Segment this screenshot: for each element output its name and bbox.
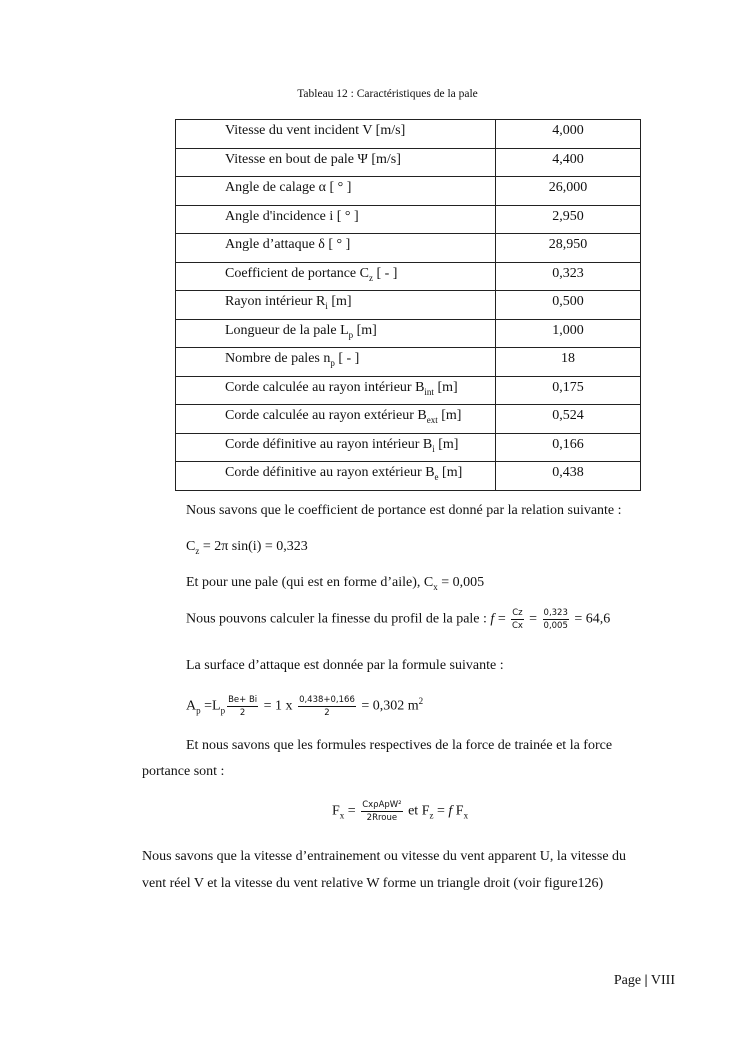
row-value: 0,166 [496, 433, 641, 462]
paragraph-attack-surface: La surface d’attaque est donnée par la formule suivante : [186, 658, 504, 673]
row-value: 4,000 [496, 120, 641, 149]
fraction-drag-force: $\frac{\text{CxρApW²}}{\text{2Rroue}}$ [362, 800, 402, 823]
table-row [176, 262, 641, 291]
row-value: 4,400 [496, 148, 641, 177]
row-label: Angle d'incidence i [ ° ] [176, 205, 496, 234]
table-row [176, 205, 641, 234]
row-label: Corde calculée au rayon extérieur $B_{ext}$ [m] [176, 405, 496, 434]
table-row [176, 291, 641, 320]
row-value: 28,950 [496, 234, 641, 263]
paragraph-triangle-line2: vent réel V et la vitesse du vent relative W forme un triangle droit (voir figure126) [142, 876, 604, 891]
table-row [176, 177, 641, 206]
paragraph-lift-coefficient: Nous savons que le coefficient de portance est donné par la relation suivante : [186, 503, 622, 518]
row-value: 0,500 [496, 291, 641, 320]
row-label: Corde définitive au rayon intérieur $B_i$ [m] [176, 433, 496, 462]
table-row [176, 348, 641, 377]
blade-characteristics-table [175, 119, 641, 491]
paragraph-drag-coefficient: Et pour une pale (qui est en forme d’aile), $C_x = 0,005$ [186, 575, 485, 592]
row-label: Corde calculée au rayon intérieur $B_{int}$ [m] [176, 376, 496, 405]
row-value: 18 [496, 348, 641, 377]
footer-separator: | [644, 973, 648, 988]
row-value: 0,524 [496, 405, 641, 434]
row-value: 0,175 [496, 376, 641, 405]
row-label: Vitesse du vent incident V [m/s] [176, 120, 496, 149]
row-label: Rayon intérieur $R_i$ [m] [176, 291, 496, 320]
row-label: Nombre de pales $n_p$ [ - ] [176, 348, 496, 377]
fraction-chords: $\frac{Be+ Bi}{2}$ [228, 694, 258, 718]
equation-finesse: Nous pouvons calculer la finesse du profil de la pale : f = $\frac{Cz}{Cx}$ = $\frac{0,323}{0,005}$ = 64,6 [186, 608, 611, 631]
table-row [176, 376, 641, 405]
row-value: 1,000 [496, 319, 641, 348]
row-label: Longueur de la pale $L_p$ [m] [176, 319, 496, 348]
row-value: 0,438 [496, 462, 641, 491]
page-footer [614, 973, 675, 989]
fraction-finesse-values: $\frac{0,323}{0,005}$ [543, 608, 568, 631]
equation-ap: $A_p =L_p$ $\frac{Be+ Bi}{2}$ = 1 x $\frac{0,438+0,166}{2}$ = 0,302 $m^2$ [186, 694, 424, 718]
row-label: Corde définitive au rayon extérieur $B_e$ [m] [176, 462, 496, 491]
table-row [176, 234, 641, 263]
table-row [176, 433, 641, 462]
paragraph-forces-line2: portance sont : [142, 764, 225, 779]
fraction-chord-values: $\frac{0,438+0,166}{2}$ [299, 694, 355, 718]
paragraph-forces-line1: Et nous savons que les formules respectives de la force de trainée et la force [186, 738, 613, 753]
row-label: Coefficient de portance $C_z$ [ - ] [176, 262, 496, 291]
table-caption: Tableau 12 : Caractéristiques de la pale [297, 88, 478, 100]
row-label: Vitesse en bout de pale Ψ [m/s] [176, 148, 496, 177]
row-value: 2,950 [496, 205, 641, 234]
row-value: 0,323 [496, 262, 641, 291]
page-number: VIII [650, 973, 675, 988]
paragraph-triangle-line1: Nous savons que la vitesse d’entrainement ou vitesse du vent apparent U, la vitesse du [142, 849, 627, 864]
table-row [176, 120, 641, 149]
table-row [176, 148, 641, 177]
page-label: Page [613, 973, 642, 988]
row-value: 26,000 [496, 177, 641, 206]
row-label: Angle d’attaque δ [ ° ] [176, 234, 496, 263]
table-row [176, 405, 641, 434]
table-row [176, 319, 641, 348]
fraction-cz-cx: $\frac{Cz}{Cx}$ [511, 608, 523, 631]
table-row [176, 462, 641, 491]
row-label: Angle de calage α [ ° ] [176, 177, 496, 206]
equation-cz: $C_z = 2\pi$ sin(i) = 0,323 [186, 539, 308, 556]
equation-forces: $F_x$ = $\frac{\text{CxρApW²}}{\text{2Rroue}}$ et $F_z = f$ $F_x$ [332, 800, 469, 823]
